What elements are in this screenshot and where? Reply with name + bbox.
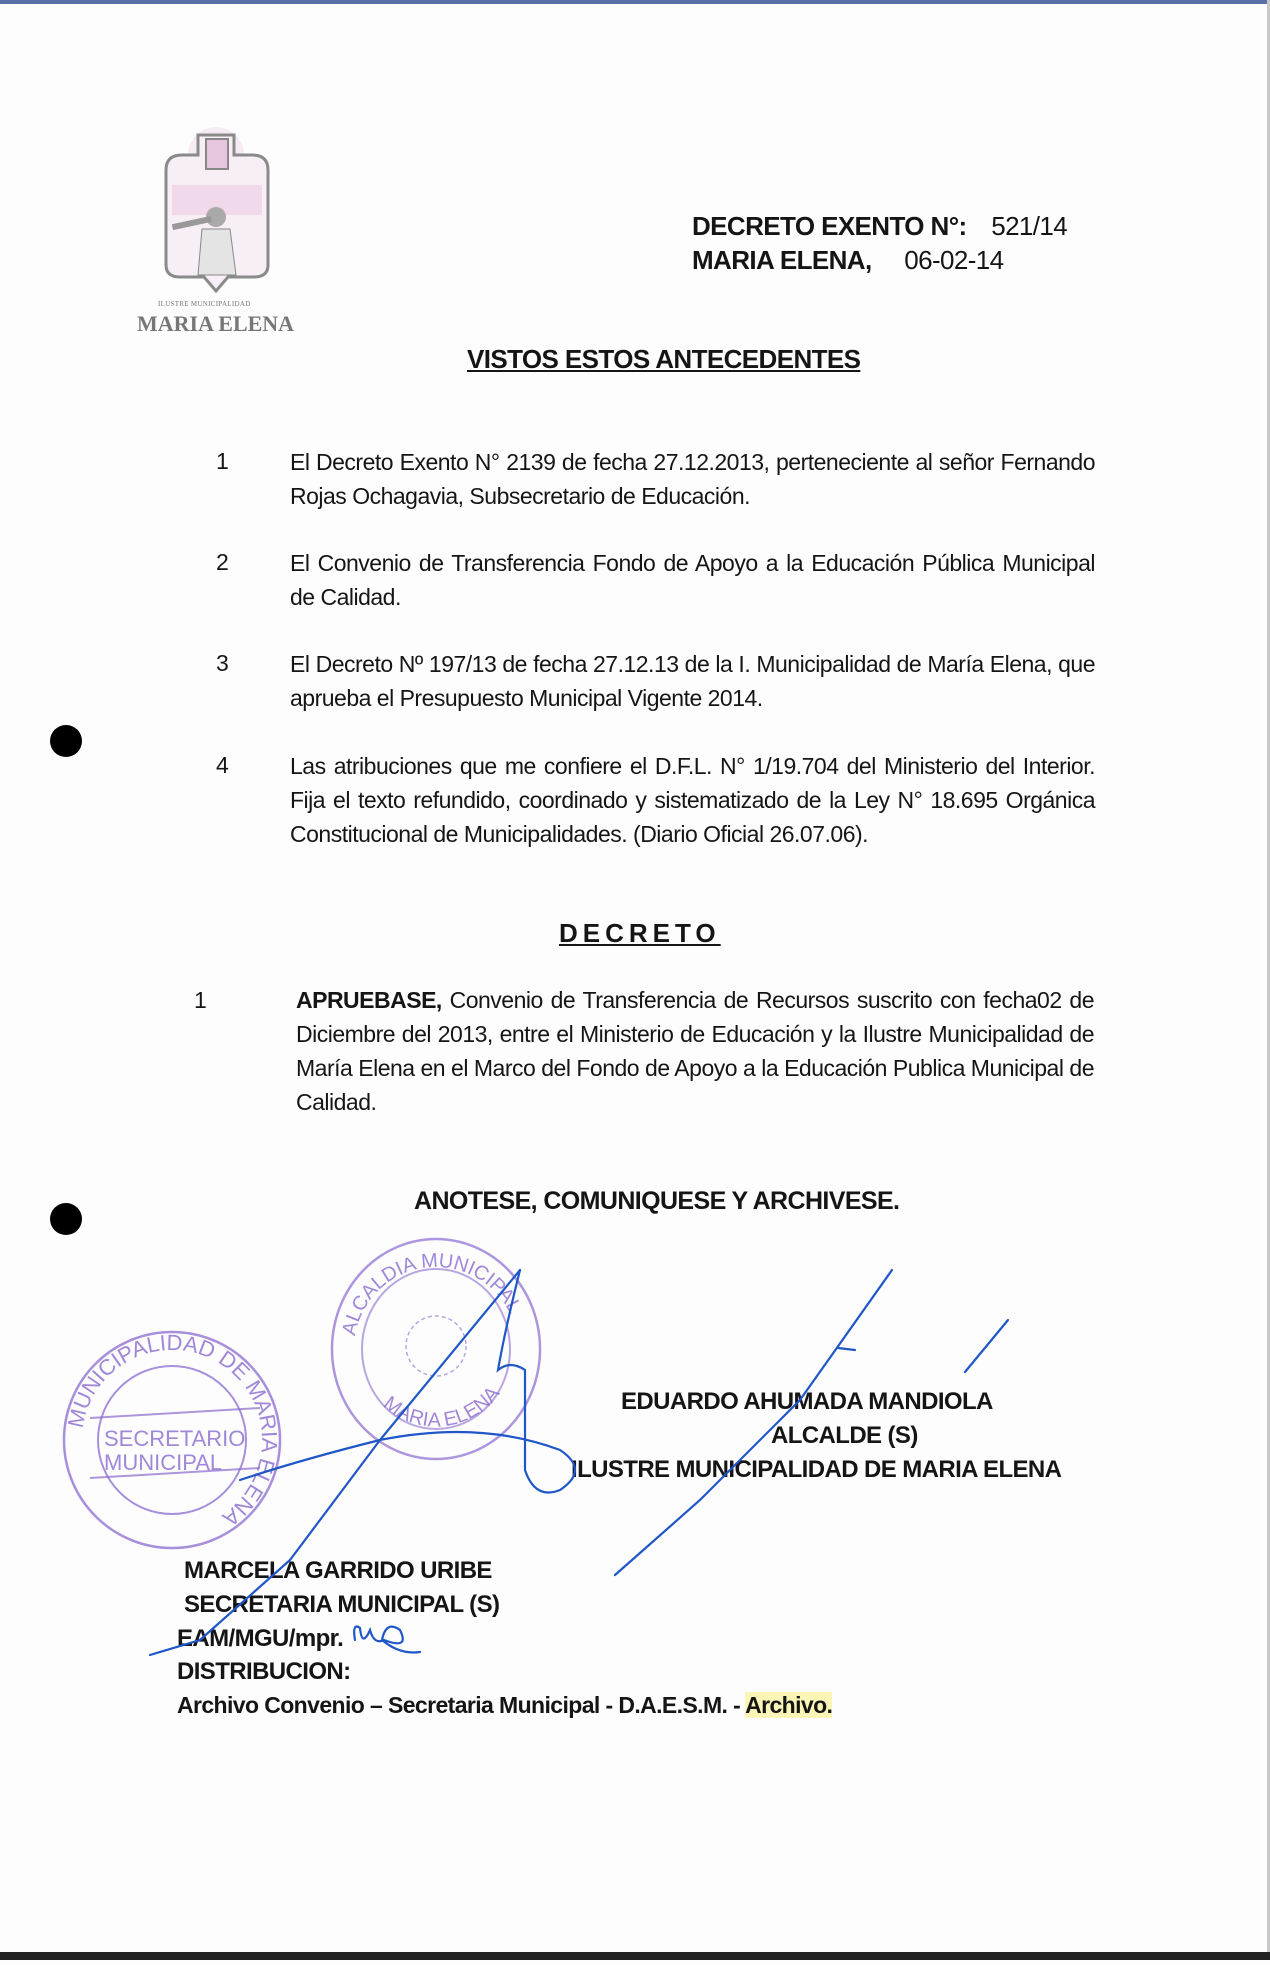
decreto-item-lead: APRUEBASE, — [296, 987, 442, 1013]
secretary-stamp-center-1: SECRETARIO — [104, 1426, 246, 1451]
decree-label: DECRETO EXENTO N°: — [692, 211, 967, 241]
secretary-stamp — [60, 1328, 285, 1558]
item-number: 1 — [216, 448, 229, 474]
municipal-coat-of-arms — [158, 125, 276, 302]
decree-number-line — [692, 211, 1067, 242]
secretary-name: MARCELA GARRIDO URIBE — [184, 1557, 492, 1584]
decreto-title: DECRETO — [559, 918, 721, 948]
mayor-stamp-ring-bottom: MARIA ELENA — [379, 1382, 504, 1432]
vistos-item-text: El Convenio de Transferencia Fondo de Apoyo a la Educación Pública Municipal de Calidad. — [290, 550, 1095, 610]
mayor-name: EDUARDO AHUMADA MANDIOLA — [621, 1388, 993, 1415]
item-number: 4 — [216, 752, 229, 778]
vistos-title: VISTOS ESTOS ANTECEDENTES — [467, 344, 861, 374]
distribution-text: Archivo Convenio – Secretaria Municipal - D.A.E.S.M. - — [177, 1692, 746, 1718]
decreto-item-body: Convenio de Transferencia de Recursos suscrito con fecha02 de Diciembre del 2013, entre el Ministerio de Educación y la Ilustre Municipalidad de María Elena en el Marco del Fondo de Apoyo a la Educación Publica Municipal de Calidad. — [296, 987, 1094, 1115]
svg-text:MARIA ELENA — [379, 1382, 504, 1432]
item-number: 3 — [216, 650, 229, 676]
place-date-line — [692, 245, 1004, 276]
logo-name: MARIA ELENA — [137, 311, 295, 336]
mayor-stamp-ring-top: ALCALDIA MUNICIPAL — [338, 1249, 526, 1338]
secretary-title: SECRETARIA MUNICIPAL (S) — [184, 1591, 500, 1618]
vistos-item-text: El Decreto Exento N° 2139 de fecha 27.12.2013, perteneciente al señor Fernando Rojas Ochagavia, Subsecretario de Educación. — [290, 449, 1095, 509]
distribution-list — [177, 1692, 832, 1719]
mayor-stamp — [330, 1236, 542, 1467]
punch-hole — [50, 1203, 82, 1235]
initials: EAM/MGU/mpr. — [177, 1625, 344, 1652]
item-number: 2 — [216, 549, 229, 575]
punch-hole — [50, 725, 82, 757]
scan-top-edge — [0, 0, 1270, 4]
vistos-item-text: Las atribuciones que me confiere el D.F.L. N° 1/19.704 del Ministerio del Interior. Fija el texto refundido, coordinado y sistematizado de la Ley N° 18.695 Orgánica Constitucional de Municipalidades. (Diario Oficial 26.07.06). — [290, 753, 1095, 847]
distribution-label: DISTRIBUCION: — [177, 1658, 351, 1685]
secretary-stamp-ring: MUNICIPALIDAD DE MARIA ELENA — [62, 1329, 283, 1532]
decreto-item-text — [296, 983, 1094, 1119]
logo-small-text: ILUSTRE MUNICIPALIDAD — [158, 300, 251, 308]
decree-date: 06-02-14 — [904, 245, 1004, 275]
distribution-highlighted: Archivo. — [745, 1692, 833, 1718]
mayor-title: ALCALDE (S) — [771, 1422, 918, 1449]
decree-number: 521/14 — [991, 211, 1068, 241]
vistos-item-text: El Decreto Nº 197/13 de fecha 27.12.13 de la I. Municipalidad de María Elena, que aprueba el Presupuesto Municipal Vigente 2014. — [290, 651, 1095, 711]
scan-bottom-edge — [0, 1952, 1270, 1960]
place-label: MARIA ELENA, — [692, 245, 872, 275]
secretary-stamp-center-2: MUNICIPAL — [104, 1450, 223, 1475]
closing-line: ANOTESE, COMUNIQUESE Y ARCHIVESE. — [414, 1187, 900, 1215]
mayor-institution: ILUSTRE MUNICIPALIDAD DE MARIA ELENA — [571, 1456, 1062, 1483]
item-number: 1 — [194, 987, 207, 1013]
